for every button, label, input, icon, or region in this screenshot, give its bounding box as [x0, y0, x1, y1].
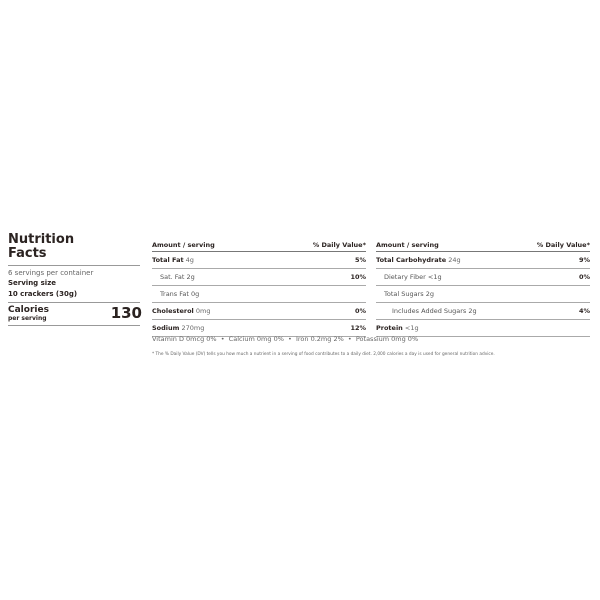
nutrient-table-right [376, 238, 590, 337]
nutrient-dv: 5% [354, 256, 366, 264]
dv-header: % Daily Value* [536, 240, 590, 249]
table-row [376, 303, 590, 320]
title-line2: Facts [8, 246, 47, 261]
divider [8, 302, 140, 303]
serving-size: 10 crackers (30g) [8, 290, 78, 298]
nutrient-amount: 4g [185, 256, 194, 264]
table-row [152, 269, 366, 286]
nutrient-dv: 9% [578, 256, 590, 264]
nutrient-amount: 0g [191, 290, 200, 298]
dv-header: % Daily Value* [312, 240, 366, 249]
table-row [152, 303, 366, 320]
nutrient-amount: <1g [427, 273, 442, 281]
nutrient-dv: 4% [578, 307, 590, 315]
table-row [376, 286, 590, 303]
nutrient-name: Protein [376, 324, 403, 332]
title-line1: Nutrition [8, 232, 75, 247]
nutrient-amount: 2g [468, 307, 477, 315]
amount-header: Amount / serving [376, 240, 439, 249]
label-title [8, 233, 138, 261]
nutrient-amount: <1g [404, 324, 419, 332]
nutrient-name: Sat. Fat [160, 273, 185, 281]
calories-value: 130 [110, 304, 142, 322]
nutrient-name: Trans Fat [160, 290, 189, 298]
nutrient-dv: 12% [350, 324, 366, 332]
nutrient-name: Dietary Fiber [384, 273, 426, 281]
nutrient-name: Total Carbohydrate [376, 256, 447, 264]
nutrient-amount: 2g [425, 290, 435, 298]
nutrient-dv: 0% [354, 307, 366, 315]
table-row [152, 286, 366, 303]
nutrient-amount: 2g [186, 273, 195, 281]
nutrient-amount: 270mg [181, 324, 205, 332]
nutrient-dv: 10% [350, 273, 366, 281]
nutrient-name: Total Fat [152, 256, 184, 264]
nutrient-table-left [152, 238, 366, 337]
nutrient-name: Sodium [152, 324, 180, 332]
servings-per-container: 6 servings per container [8, 269, 94, 277]
table-row [376, 252, 590, 269]
calories-sub: per serving [8, 315, 47, 322]
divider [8, 265, 140, 266]
serving-size-label: Serving size [8, 279, 57, 287]
vitamins-minerals: Vitamin D 0mcg 0% • Calcium 0mg 0% • Iron 0.2mg 2% • Potassium 0mg 0% [152, 335, 419, 343]
nutrient-amount: 24g [448, 256, 461, 264]
amount-header: Amount / serving [152, 240, 215, 249]
nutrient-name: Cholesterol [152, 307, 194, 315]
calories-label: Calories [8, 305, 49, 315]
nutrient-name: Includes Added Sugars [392, 307, 467, 315]
footnote: * The % Daily Value (DV) tells you how much a nutrient in a serving of food contributes to a daily diet. 2,000 calories a day is used for general nutrition advice. [152, 352, 495, 357]
divider [8, 325, 140, 326]
table-row [376, 269, 590, 286]
nutrient-dv: 0% [578, 273, 590, 281]
nutrient-name: Total Sugars [384, 290, 424, 298]
table-row [152, 252, 366, 269]
nutrient-amount: 0mg [195, 307, 211, 315]
